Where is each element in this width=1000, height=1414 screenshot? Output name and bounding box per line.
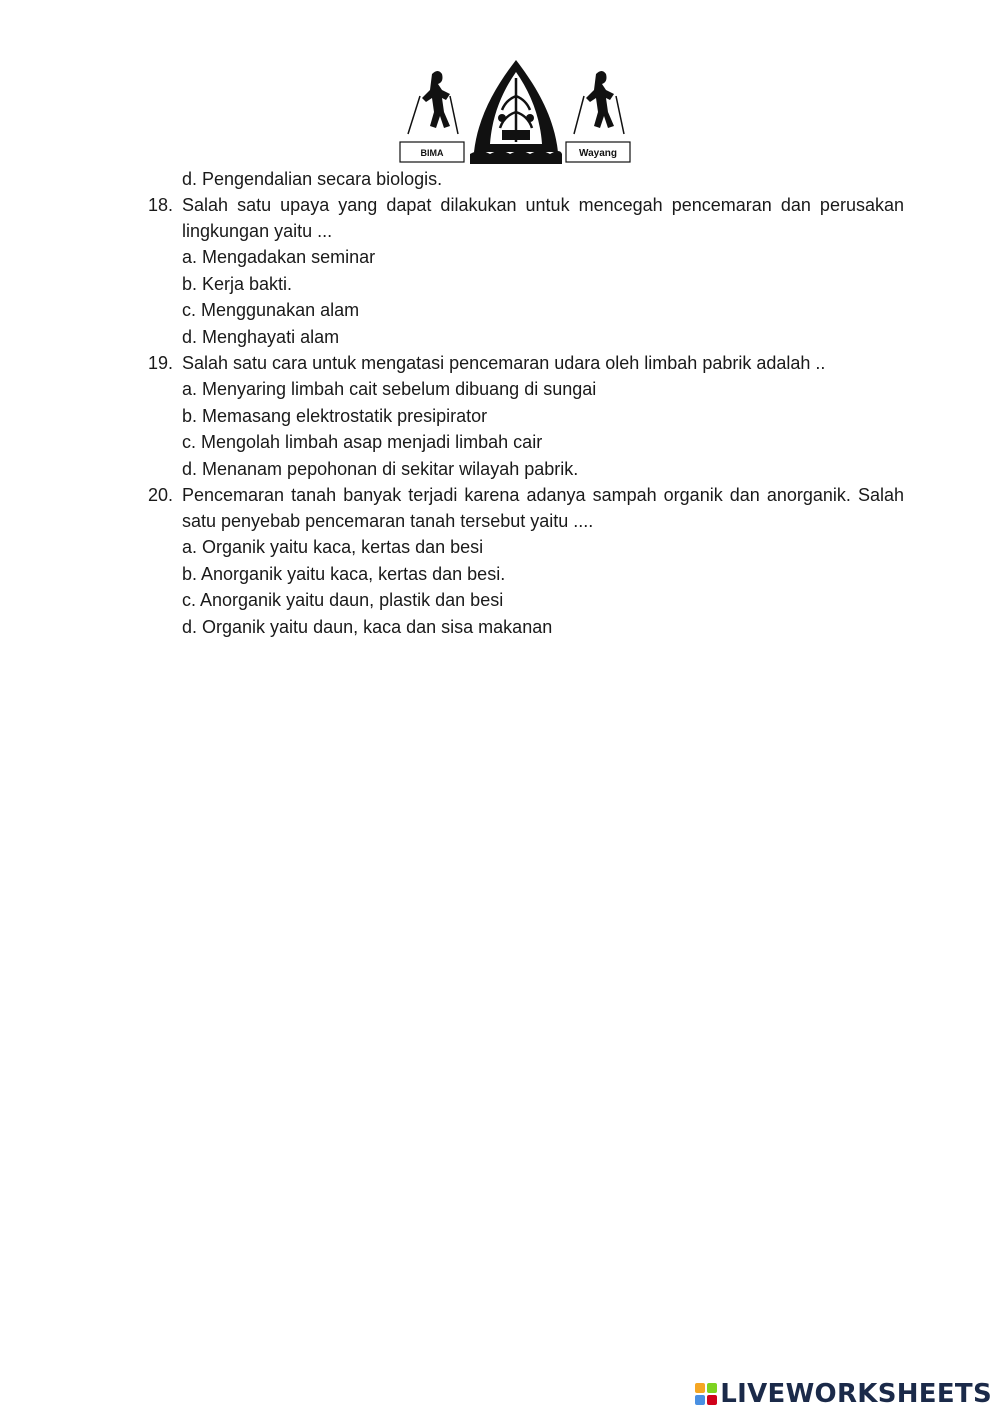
mark-square [707, 1383, 717, 1393]
question-number: 20. [148, 485, 174, 505]
question-text: Salah satu upaya yang dapat dilakukan untuk mencegah pencemaran dan perusakan lingkungan yaitu ... [182, 195, 904, 241]
wayang-emblem-graphic [398, 56, 634, 168]
option-a: a. Menyaring limbah cait sebelum dibuang di sungai [182, 379, 597, 399]
brand-text: LIVEWORKSHEETS [720, 1379, 992, 1409]
option-d: d. Organik yaitu daun, kaca dan sisa makanan [182, 616, 553, 637]
question-text: Pencemaran tanah banyak terjadi karena adanya sampah organik dan anorganik. Salah satu penyebab pencemaran tanah tersebut yaitu .... [182, 485, 904, 531]
bima-label: BIMA [420, 148, 444, 158]
option-c: c. Menggunakan alam [182, 300, 360, 320]
option-a: a. Mengadakan seminar [182, 247, 376, 267]
question-19 [148, 350, 904, 482]
option-b: b. Memasang elektrostatik presipirator [182, 405, 488, 426]
liveworksheets-mark-icon [695, 1383, 717, 1405]
option-a: a. Organik yaitu kaca, kertas dan besi [182, 537, 484, 557]
wayang-label: Wayang [579, 148, 617, 159]
wayang-puppet-icon [566, 71, 630, 162]
header-emblem [398, 56, 634, 168]
question-20 [148, 482, 904, 640]
mark-square [695, 1395, 705, 1405]
question-text: Salah satu cara untuk mengatasi pencemaran udara oleh limbah pabrik adalah .. [182, 353, 826, 373]
mark-square [695, 1383, 705, 1393]
option-b: b. Kerja bakti. [182, 273, 293, 294]
option-c: c. Mengolah limbah asap menjadi limbah cair [182, 432, 543, 452]
option-b: b. Anorganik yaitu kaca, kertas dan besi. [182, 563, 506, 584]
previous-option: d. Pengendalian secara biologis. [182, 169, 443, 189]
option-d: d. Menghayati alam [182, 326, 340, 347]
liveworksheets-logo [695, 1376, 992, 1412]
question-list [148, 192, 904, 640]
gunungan-icon [470, 60, 562, 164]
option-d: d. Menanam pepohonan di sekitar wilayah pabrik. [182, 458, 579, 479]
mark-square [707, 1395, 717, 1405]
question-18 [148, 192, 904, 350]
option-c: c. Anorganik yaitu daun, plastik dan besi [182, 590, 504, 610]
question-number: 18. [148, 195, 174, 215]
bima-puppet-icon [400, 71, 464, 162]
question-number: 19. [148, 353, 174, 373]
